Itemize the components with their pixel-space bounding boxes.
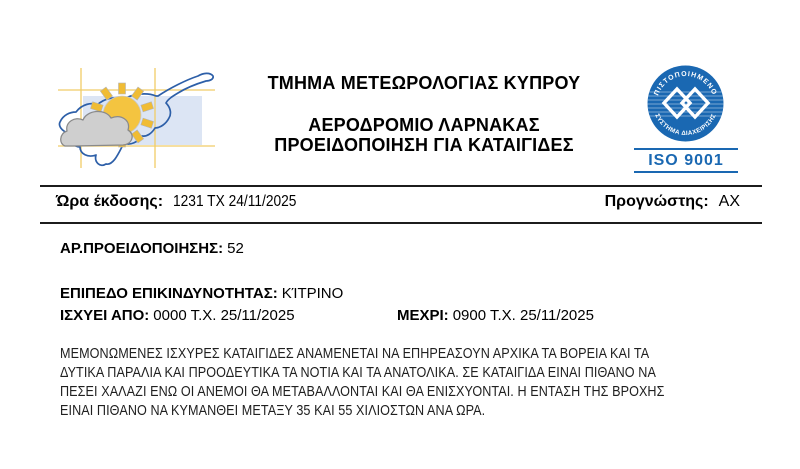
valid-to-label: ΜΕΧΡΙ: [397, 307, 449, 324]
body-line-3: ΠΕΣΕΙ ΧΑΛΑΖΙ ΕΝΩ ΟΙ ΑΝΕΜΟΙ ΘΑ ΜΕΤΑΒΑΛΛΟΝΤΑΙ ΚΑΙ ΘΑ ΕΝΙΣΧΥΟΝΤΑΙ. Η ΕΝΤΑΣΗ ΤΗΣ ΒΡΟΧΗΣ [60, 383, 665, 400]
warning-number-value: 52 [227, 240, 244, 257]
divider-top [40, 185, 762, 187]
valid-to-value: 0900 Τ.Χ. 25/11/2025 [452, 307, 594, 324]
warning-body-text [60, 344, 780, 420]
title-block [225, 73, 623, 155]
iso-certification-badge [634, 62, 738, 173]
divider-bottom [40, 222, 762, 224]
issue-time-value: 1231 TX 24/11/2025 [173, 193, 297, 210]
org-title: ΤΜΗΜΑ ΜΕΤΕΩΡΟΛΟΓΙΑΣ ΚΥΠΡΟΥ [267, 73, 581, 93]
risk-level-label: ΕΠΙΠΕΔΟ ΕΠΙΚΙΝΔΥΝΟΤΗΤΑΣ: [60, 285, 278, 302]
iso-badge-seal [636, 62, 736, 146]
issue-time-label: Ώρα έκδοσης: [56, 193, 164, 210]
body-line-1: ΜΕΜΟΝΩΜΕΝΕΣ ΙΣΧΥΡΕΣ ΚΑΤΑΙΓΙΔΕΣ ΑΝΑΜΕΝΕΤΑΙ ΝΑ ΕΠΗΡΕΑΣΟΥΝ ΑΡΧΙΚΑ ΤΑ ΒΟΡΕΙΑ ΚΑΙ ΤΑ [60, 345, 650, 362]
validity-row [60, 307, 760, 324]
met-office-logo [55, 58, 225, 183]
risk-level-row [60, 285, 343, 302]
iso-9001-label: ISO 9001 [634, 148, 738, 173]
warning-number-row [60, 240, 244, 257]
valid-from-value: 0000 Τ.Χ. 25/11/2025 [153, 307, 295, 324]
doc-subtitle-airport: ΑΕΡΟΔΡΟΜΙΟ ΛΑΡΝΑΚΑΣ [308, 115, 540, 135]
body-line-4: ΕΙΝΑΙ ΠΙΘΑΝΟ ΝΑ ΚΥΜΑΝΘΕΙ ΜΕΤΑΞΥ 35 ΚΑΙ 55 ΧΙΛΙΟΣΤΩΝ ΑΝΑ ΩΡΑ. [60, 402, 486, 419]
seal-ring-text-bottom: ΣΥΣΤΗΜΑ ΔΙΑΧΕΙΡΙΣΗΣ [653, 112, 718, 138]
risk-level-value: ΚΊΤΡΙΝΟ [281, 285, 344, 302]
doc-subtitle-type: ΠΡΟΕΙΔΟΠΟΙΗΣΗ ΓΙΑ ΚΑΤΑΙΓΙΔΕΣ [274, 135, 574, 155]
seal-ring-text-top: ΠΙΣΤΟΠΟΙΗΜΕΝΟ [653, 70, 718, 97]
warning-number-label: ΑΡ.ΠΡΟΕΙΔΟΠΟΙΗΣΗΣ: [60, 240, 224, 257]
forecaster-value: ΑΧ [718, 193, 740, 210]
forecaster-label: Προγνώστης: [604, 193, 709, 210]
body-line-2: ΔΥΤΙΚΑ ΠΑΡΑΛΙΑ ΚΑΙ ΠΡΟΟΔΕΥΤΙΚΑ ΤΑ ΝΟΤΙΑ ΚΑΙ ΤΑ ΑΝΑΤΟΛΙΚΑ. ΣΕ ΚΑΤΑΙΓΙΔΑ ΕΙΝΑΙ ΠΙΘΑΝΟ ΝΑ [60, 364, 656, 381]
valid-from-label: ΙΣΧΥΕΙ ΑΠΟ: [60, 307, 150, 324]
cloud-icon [61, 111, 132, 146]
issue-band [0, 193, 800, 213]
